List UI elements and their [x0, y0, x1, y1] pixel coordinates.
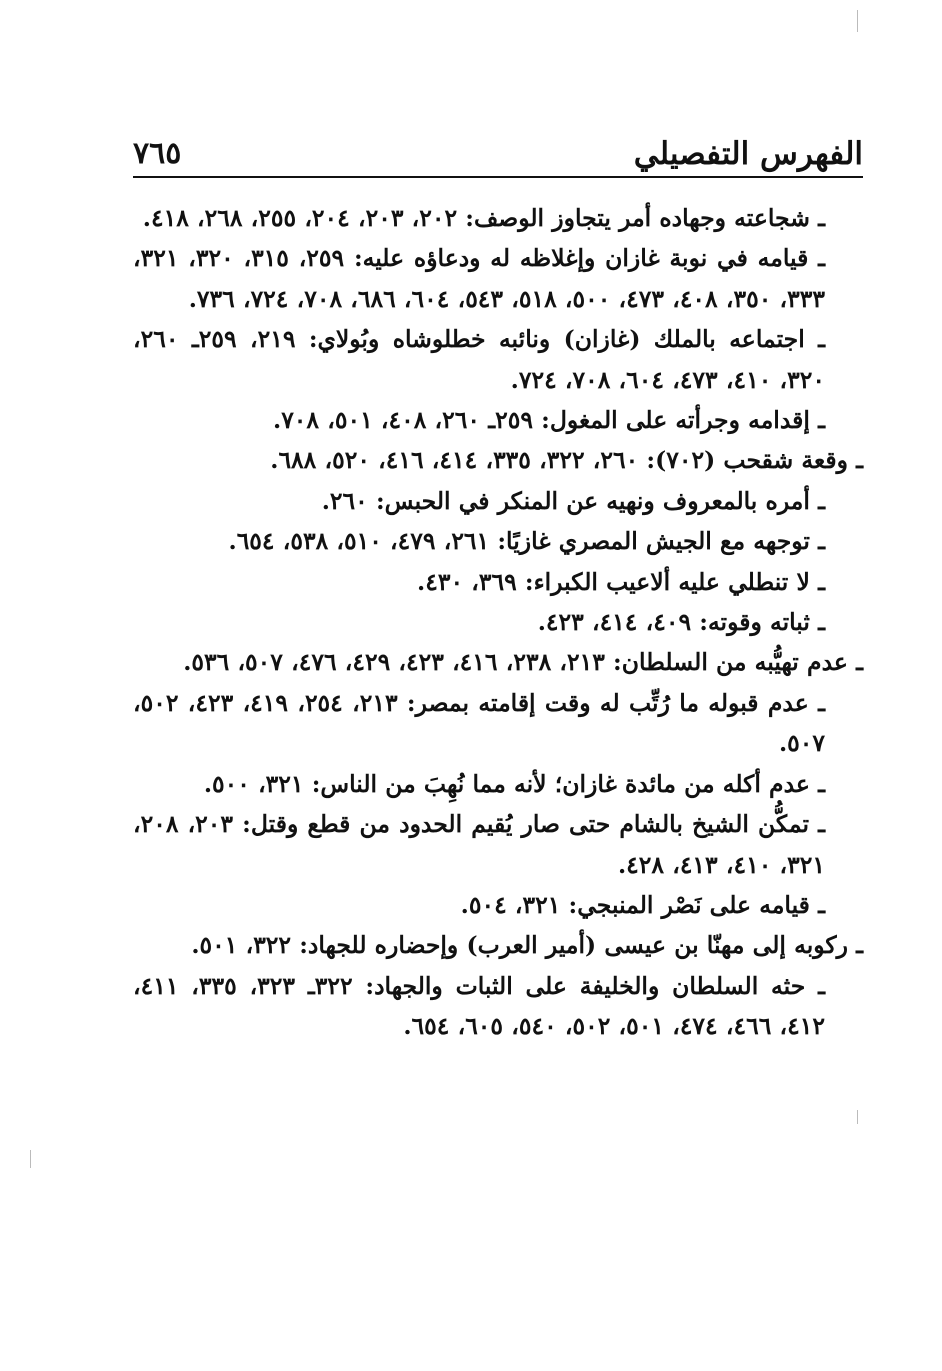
- index-entry: ـ لا تنطلي عليه ألاعيب الكبراء: ٣٦٩، ٤٣٠.: [417, 567, 825, 596]
- index-entry: ـ تمكُّن الشيخ بالشام حتى صار يُقيم الحدود من قطع وقتل: ٢٠٣، ٢٠٨، ٣٢١، ٤١٠، ٤١٣، ٤٢٨.: [133, 810, 825, 879]
- scan-artifact: [857, 10, 858, 32]
- index-list: [133, 198, 863, 1047]
- index-entry: ـ عدم تهيُّبه من السلطان: ٢١٣، ٢٣٨، ٤١٦، ٤٢٣، ٤٢٩، ٤٧٦، ٥٠٧، ٥٣٦.: [183, 648, 863, 677]
- index-entry: ـ اجتماعه بالملك (غازان) ونائبه خطلوشاه وبُولاي: ٢١٩، ٢٥٩ـ ٢٦٠، ٣٢٠، ٤١٠، ٤٧٣، ٦٠٤، ٧٠٨، ٧٢٤.: [133, 325, 825, 394]
- index-entry: ـ قيامه على نَصْر المنبجي: ٣٢١، ٥٠٤.: [460, 890, 825, 919]
- index-entry: ـ ثباته وقوته: ٤٠٩، ٤١٤، ٤٢٣.: [537, 608, 825, 637]
- index-entry: ـ عدم قبوله ما رُتِّب له وقت إقامته بمصر: ٢١٣، ٢٥٤، ٤١٩، ٤٢٣، ٥٠٢، ٥٠٧.: [133, 688, 825, 758]
- scan-artifact: [30, 1150, 31, 1168]
- page-number: ٧٦٥: [133, 136, 182, 171]
- header-rule: [133, 176, 863, 178]
- index-entry: ـ قيامه في نوبة غازان وإغلاظه له ودعاؤه عليه: ٢٥٩، ٣١٥، ٣٢٠، ٣٢١، ٣٣٣، ٣٥٠، ٤٠٨، ٤٧٣، ٥٠٠، ٥١٨، ٥٤٣، ٦٠٤، ٦٨٦، ٧٠٨، ٧٢٤، ٧٣٦.: [133, 244, 825, 313]
- index-entry: ـ ركوبه إلى مهنّا بن عيسى (أمير العرب) وإحضاره للجهاد: ٣٢٢، ٥٠١.: [191, 931, 863, 960]
- index-entry: ـ وقعة شقحب (٧٠٢): ٢٦٠، ٣٢٢، ٣٣٥، ٤١٤، ٤١٦، ٥٢٠، ٦٨٨.: [270, 446, 863, 475]
- index-entry: ـ حثه السلطان والخليفة على الثبات والجهاد: ٣٢٢ـ ٣٢٣، ٣٣٥، ٤١١، ٤١٢، ٤٦٦، ٤٧٤، ٥٠١، ٥٠٢، ٥٤٠، ٦٠٥، ٦٥٤.: [133, 971, 825, 1041]
- index-entry: ـ شجاعته وجهاده أمر يتجاوز الوصف: ٢٠٢، ٢٠٣، ٢٠٤، ٢٥٥، ٢٦٨، ٤١٨.: [142, 204, 825, 232]
- index-entry: ـ أمره بالمعروف ونهيه عن المنكر في الحبس: ٢٦٠.: [321, 486, 825, 515]
- page-header: [133, 128, 863, 174]
- page-title: الفهرس التفصيلي: [633, 136, 863, 172]
- scan-artifact: [857, 1110, 858, 1124]
- index-entry: ـ إقدامه وجرأته على المغول: ٢٥٩ـ ٢٦٠، ٤٠٨، ٥٠١، ٧٠٨.: [273, 406, 825, 435]
- index-entry: ـ توجهه مع الجيش المصري غازيًا: ٢٦١، ٤٧٩، ٥١٠، ٥٣٨، ٦٥٤.: [228, 527, 825, 556]
- index-entry: ـ عدم أكله من مائدة غازان؛ لأنه مما نُهِبَ من الناس: ٣٢١، ٥٠٠.: [203, 769, 825, 798]
